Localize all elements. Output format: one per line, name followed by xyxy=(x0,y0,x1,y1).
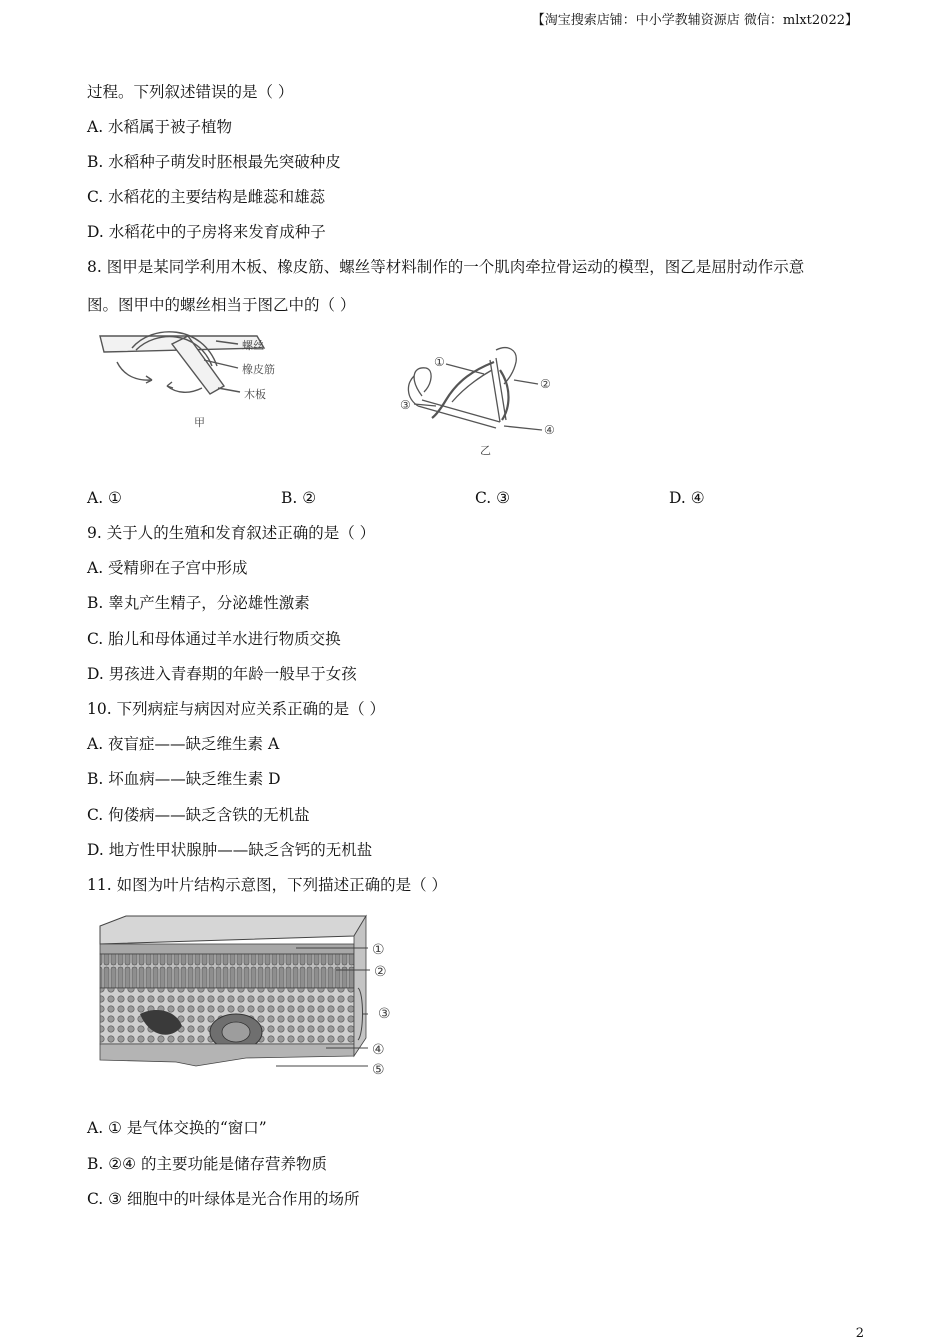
q10-option-c: C. 佝偻病——缺乏含铁的无机盐 xyxy=(87,806,310,824)
q11-option-b: B. ②④ 的主要功能是储存营养物质 xyxy=(87,1155,327,1173)
page-number: 2 xyxy=(855,1326,864,1341)
leaf-label-3: ③ xyxy=(378,1006,391,1022)
q7-option-b: B. 水稻种子萌发时胚根最先突破种皮 xyxy=(87,153,341,171)
q9-option-b: B. 睾丸产生精子，分泌雄性激素 xyxy=(87,594,310,612)
label-2: ② xyxy=(540,377,551,391)
q8-option-c: C. ③ xyxy=(475,489,511,507)
label-rubber-band: 橡皮筋 xyxy=(242,363,275,376)
q8-stem-line1: 8. 图甲是某同学利用木板、橡皮筋、螺丝等材料制作的一个肌肉牵拉骨运动的模型，图乙是屈肘动作示意 xyxy=(87,258,805,276)
label-board: 木板 xyxy=(244,388,266,401)
leaf-label-2: ② xyxy=(374,964,387,980)
leaf-label-5: ⑤ xyxy=(372,1062,385,1078)
q10-option-d: D. 地方性甲状腺肿——缺乏含钙的无机盐 xyxy=(87,841,373,859)
q11-option-c: C. ③ 细胞中的叶绿体是光合作用的场所 xyxy=(87,1190,360,1208)
muscle-model-figure xyxy=(92,326,312,436)
q7-stem: 过程。下列叙述错误的是（ ） xyxy=(87,83,294,101)
q9-option-a: A. 受精卵在子宫中形成 xyxy=(87,559,248,577)
figure-jia-caption: 甲 xyxy=(194,416,205,429)
label-screw: 螺丝 xyxy=(242,339,264,352)
leaf-label-4: ④ xyxy=(372,1042,385,1058)
elbow-flexion-figure xyxy=(396,340,576,460)
q7-option-d: D. 水稻花中的子房将来发育成种子 xyxy=(87,223,326,241)
q11-option-a: A. ① 是气体交换的“窗口” xyxy=(87,1119,267,1137)
page-header: 【淘宝搜索店铺：中小学教辅资源店 微信：mlxt2022】 xyxy=(531,13,858,28)
q8-option-d: D. ④ xyxy=(669,489,705,507)
label-1: ① xyxy=(434,355,445,369)
q7-option-c: C. 水稻花的主要结构是雌蕊和雄蕊 xyxy=(87,188,326,206)
q10-stem: 10. 下列病症与病因对应关系正确的是（ ） xyxy=(87,700,386,718)
q9-option-d: D. 男孩进入青春期的年龄一般早于女孩 xyxy=(87,665,357,683)
q8-option-b: B. ② xyxy=(281,489,317,507)
q9-option-c: C. 胎儿和母体通过羊水进行物质交换 xyxy=(87,630,341,648)
leaf-structure-figure xyxy=(96,914,416,1094)
figure-yi-caption: 乙 xyxy=(480,444,491,457)
q10-option-a: A. 夜盲症——缺乏维生素 A xyxy=(87,735,280,753)
q8-option-a: A. ① xyxy=(87,489,122,507)
label-3: ③ xyxy=(400,398,411,412)
label-4: ④ xyxy=(544,423,555,437)
q7-option-a: A. 水稻属于被子植物 xyxy=(87,118,233,136)
q9-stem: 9. 关于人的生殖和发育叙述正确的是（ ） xyxy=(87,524,376,542)
q8-stem-line2: 图。图甲中的螺丝相当于图乙中的（ ） xyxy=(87,296,356,314)
q10-option-b: B. 坏血病——缺乏维生素 D xyxy=(87,770,281,788)
q11-stem: 11. 如图为叶片结构示意图，下列描述正确的是（ ） xyxy=(87,876,448,894)
leaf-label-1: ① xyxy=(372,942,385,958)
